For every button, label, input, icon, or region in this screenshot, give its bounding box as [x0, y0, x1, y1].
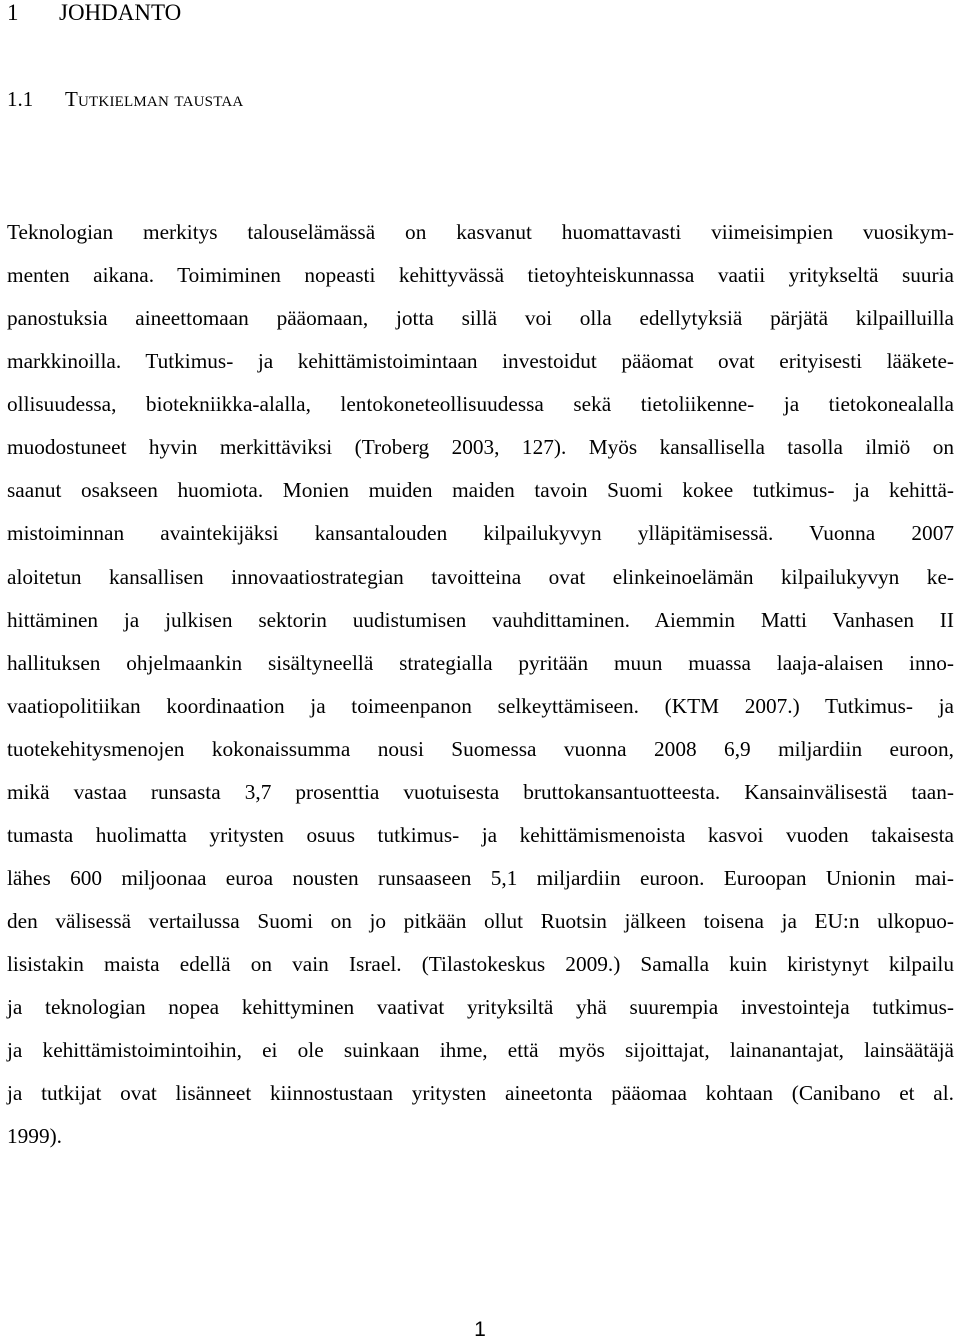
paragraph-line: ja teknologian nopea kehittyminen vaativat yrityksiltä yhä suurempia investointeja tutkimus-	[7, 995, 954, 1020]
section-heading	[7, 83, 243, 115]
paragraph-line: tuotekehitysmenojen kokonaissumma nousi Suomessa vuonna 2008 6,9 miljardiin euroon,	[7, 736, 954, 761]
paragraph-line: lähes 600 miljoonaa euroa nousten runsaaseen 5,1 miljardiin euroon. Euroopan Unionin mai-	[7, 865, 954, 890]
paragraph-line: muodostuneet hyvin merkittäviksi (Troberg 2003, 127). Myös kansallisella tasolla ilmiö on	[7, 435, 954, 460]
section-number: 1.1	[7, 87, 34, 111]
page-number: 1	[474, 1318, 486, 1341]
paragraph-line: hittäminen ja julkisen sektorin uudistumisen vauhdittaminen. Aiemmin Matti Vanhasen II	[7, 607, 954, 632]
chapter-number: 1	[7, 0, 19, 25]
paragraph-line: mikä vastaa runsasta 3,7 prosenttia vuotuisesta bruttokansantuotteesta. Kansainvälisestä taan-	[7, 779, 954, 804]
paragraph-line: ja kehittämistoimintoihin, ei ole suinkaan ihme, että myös sijoittajat, lainanantajat, lainsäätäjä	[7, 1038, 954, 1063]
paragraph-line: menten aikana. Toimiminen nopeasti kehittyvässä tietoyhteiskunnassa vaatii yritykseltä suuria	[7, 263, 954, 288]
paragraph-line: vaatiopolitiikan koordinaation ja toimeenpanon selkeyttämiseen. (KTM 2007.) Tutkimus- ja	[7, 693, 954, 718]
paragraph-line: mistoiminnan avaintekijäksi kansantalouden kilpailukyvyn ylläpitämisessä. Vuonna 2007	[7, 521, 954, 546]
paragraph-line: saanut osakseen huomiota. Monien muiden maiden tavoin Suomi kokee tutkimus- ja kehittä-	[7, 478, 954, 503]
paragraph-line: lisistakin maista edellä on vain Israel. (Tilastokeskus 2009.) Samalla kuin kiristynyt kilpailu	[7, 952, 954, 977]
body-paragraph	[7, 211, 954, 1158]
chapter-heading	[7, 0, 181, 30]
section-title: Tutkielman taustaa	[65, 87, 244, 111]
paragraph-line: tumasta huolimatta yritysten osuus tutkimus- ja kehittämismenoista kasvoi vuoden takaisesta	[7, 822, 954, 847]
paragraph-line: ollisuudessa, biotekniikka-alalla, lentokoneteollisuudessa sekä tietoliikenne- ja tietokonealalla	[7, 392, 954, 417]
chapter-title: JOHDANTO	[59, 0, 182, 25]
paragraph-line: Teknologian merkitys talouselämässä on kasvanut huomattavasti viimeisimpien vuosikym-	[7, 220, 954, 244]
paragraph-line: panostuksia aineettomaan pääomaan, jotta sillä voi olla edellytyksiä pärjätä kilpailluilla	[7, 306, 954, 331]
paragraph-line: markkinoilla. Tutkimus- ja kehittämistoimintaan investoidut pääomat ovat erityisesti lääkete-	[7, 349, 954, 374]
paragraph-line: 1999).	[7, 1124, 63, 1149]
paragraph-line: ja tutkijat ovat lisänneet kiinnostustaan yritysten aineetonta pääomaa kohtaan (Canibano et al.	[7, 1081, 954, 1106]
paragraph-line: hallituksen ohjelmaankin sisältyneellä strategialla pyritään muun muassa laaja-alaisen inno-	[7, 650, 954, 675]
paragraph-line: den välisessä vertailussa Suomi on jo pitkään ollut Ruotsin jälkeen toisena ja EU:n ulkopuo-	[7, 909, 954, 933]
paragraph-line: aloitetun kansallisen innovaatiostrategian tavoitteina ovat elinkeinoelämän kilpailukyvyn ke-	[7, 564, 954, 589]
